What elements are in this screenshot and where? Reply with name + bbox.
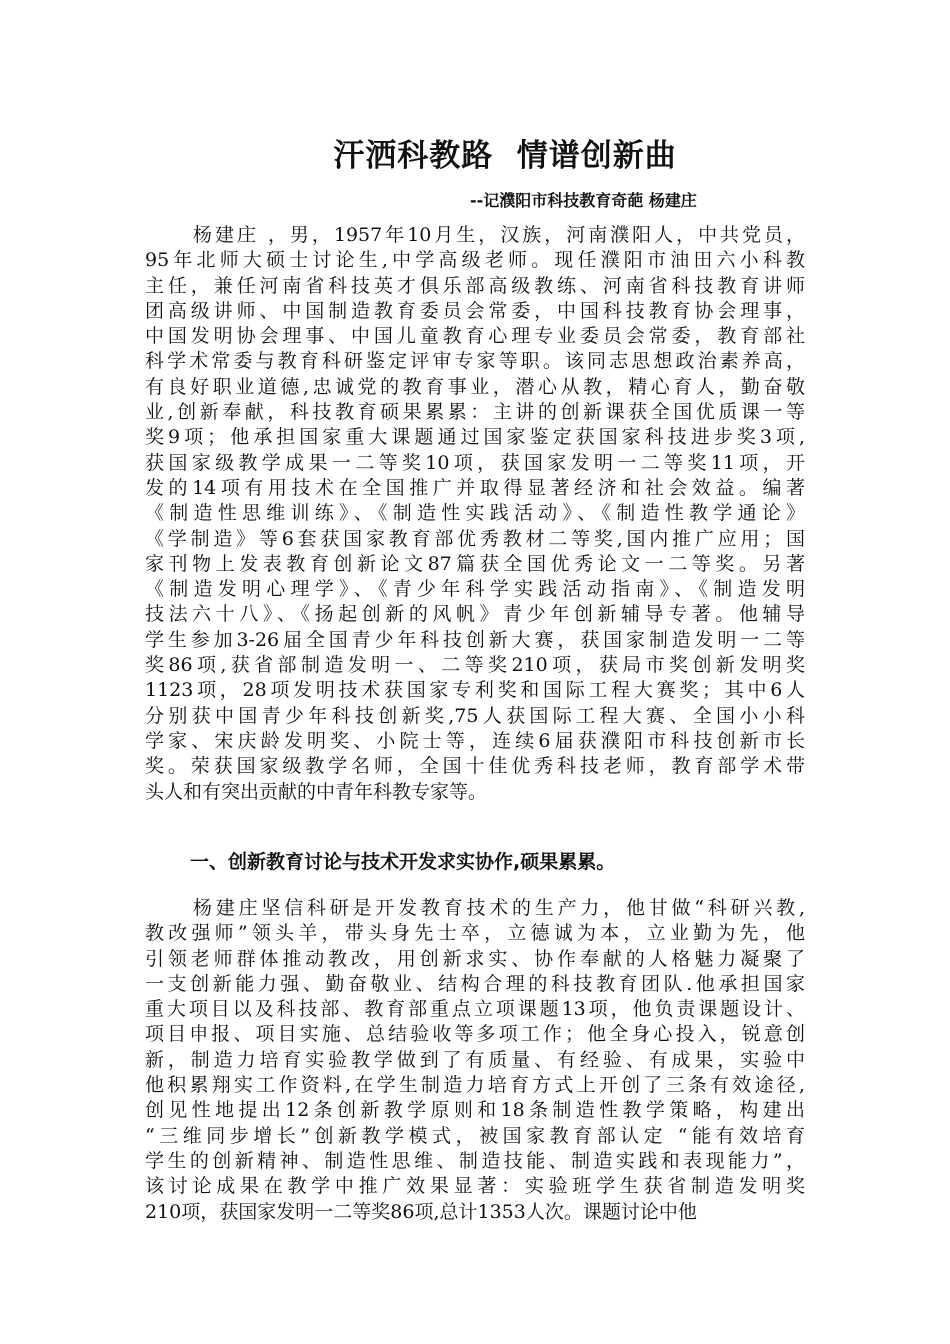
paragraph-line: 技法六十八》、《扬起创新的风帆》青少年创新辅导专著。他辅导 [145,603,805,626]
paragraph-line: 95年北师大硕士讨论生,中学高级老师。现任濮阳市油田六小科教 [145,249,805,272]
paragraph-line: 学生参加3-26届全国青少年科技创新大赛，获国家制造发明一二等 [145,628,805,651]
paragraph-line: 1123项，28项发明技术获国家专利奖和国际工程大赛奖；其中6人 [145,679,805,702]
document-title: 汗洒科教路 情谱创新曲 [333,138,677,174]
paragraph-line: 学生的创新精神、制造性思维、制造技能、制造实践和表现能力”， [145,1149,805,1172]
document-subtitle: --记濮阳市科技教育奇葩 杨建庄 [470,191,697,210]
paragraph-line: 重大项目以及科技部、教育部重点立项课题13项，他负责课题设计、 [145,998,805,1021]
paragraph-line: 教改强师”领头羊，带头身先士卒，立德诚为本，立业勤为先，他 [145,922,805,945]
paragraph-intro [145,223,805,805]
section-heading: 一、创新教育讨论与技术开发求实协作,硕果累累。 [190,851,616,873]
paragraph-line: 主任，兼任河南省科技英才俱乐部高级教练、河南省科技教育讲师 [145,274,805,297]
paragraph-line: 团高级讲师、中国制造教育委员会常委，中国科技教育协会理事， [145,299,805,322]
paragraph-line: 他积累翔实工作资料,在学生制造力培育方式上开创了三条有效途径, [145,1074,805,1097]
paragraph-line: 发的14项有用技术在全国推广并取得显著经济和社会效益。编著 [145,476,805,499]
paragraph-line: 《学制造》等6套获国家教育部优秀教材二等奖,国内推广应用；国 [145,527,805,550]
paragraph-line: 分别获中国青少年科技创新奖,75人获国际工程大赛、全国小小科 [145,704,805,727]
paragraph-section-one [145,896,805,1225]
paragraph-line: 奖。荣获国家级教学名师，全国十佳优秀科技老师，教育部学术带 [145,755,805,778]
paragraph-line: 引领老师群体推动教改，用创新求实、协作奉献的人格魅力凝聚了 [145,947,805,970]
paragraph-line: 业,创新奉献，科技教育硕果累累：主讲的创新课获全国优质课一等 [145,401,805,424]
paragraph-line: 项目申报、项目实施、总结验收等多项工作；他全身心投入，锐意创 [145,1023,805,1046]
paragraph-line: 一支创新能力强、勤奋敬业、结构合理的科技教育团队.他承担国家 [145,972,805,995]
paragraph-line: 创见性地提出12条创新教学原则和18条制造性教学策略，构建出 [145,1099,805,1122]
paragraph-line: 奖9项；他承担国家重大课题通过国家鉴定获国家科技进步奖3项, [145,426,805,449]
paragraph-line: 奖86项,获省部制造发明一、二等奖210项，获局市奖创新发明奖 [145,654,805,677]
paragraph-line: 该讨论成果在教学中推广效果显著：实验班学生获省制造发明奖 [145,1175,805,1198]
paragraph-line: 家刊物上发表教育创新论文87篇获全国优秀论文一二等奖。另著 [145,552,805,575]
paragraph-line: 新，制造力培育实验教学做到了有质量、有经验、有成果，实验中 [145,1048,805,1071]
paragraph-line: 《制造发明心理学》、《青少年科学实践活动指南》、《制造发明 [145,578,805,601]
paragraph-line: 科学术常委与教育科研鉴定评审专家等职。该同志思想政治素养高， [145,350,805,373]
paragraph-line: “三维同步增长”创新教学模式，被国家教育部认定 “能有效培育 [145,1124,805,1147]
paragraph-line: 中国发明协会理事、中国儿童教育心理专业委员会常委，教育部社 [145,325,805,348]
paragraph-line: 学家、宋庆龄发明奖、小院士等，连续6届获濮阳市科技创新市长 [145,729,805,752]
paragraph-line: 头人和有突出贡献的中青年科教专家等。 [145,780,488,803]
paragraph-line: 杨建庄坚信科研是开发教育技术的生产力，他甘做“科研兴教, [193,897,805,919]
paragraph-line: 杨建庄 ，男，1957年10月生，汉族，河南濮阳人，中共党员， [193,224,805,246]
paragraph-line: 210项，获国家发明一二等奖86项,总计1353人次。课题讨论中他 [145,1200,697,1223]
paragraph-line: 获国家级教学成果一二等奖10项，获国家发明一二等奖11项，开 [145,451,805,474]
paragraph-line: 有良好职业道德,忠诚党的教育事业，潜心从教，精心育人，勤奋敬 [145,375,805,398]
paragraph-line: 《制造性思维训练》、《制造性实践活动》、《制造性教学通论》 [145,502,805,525]
